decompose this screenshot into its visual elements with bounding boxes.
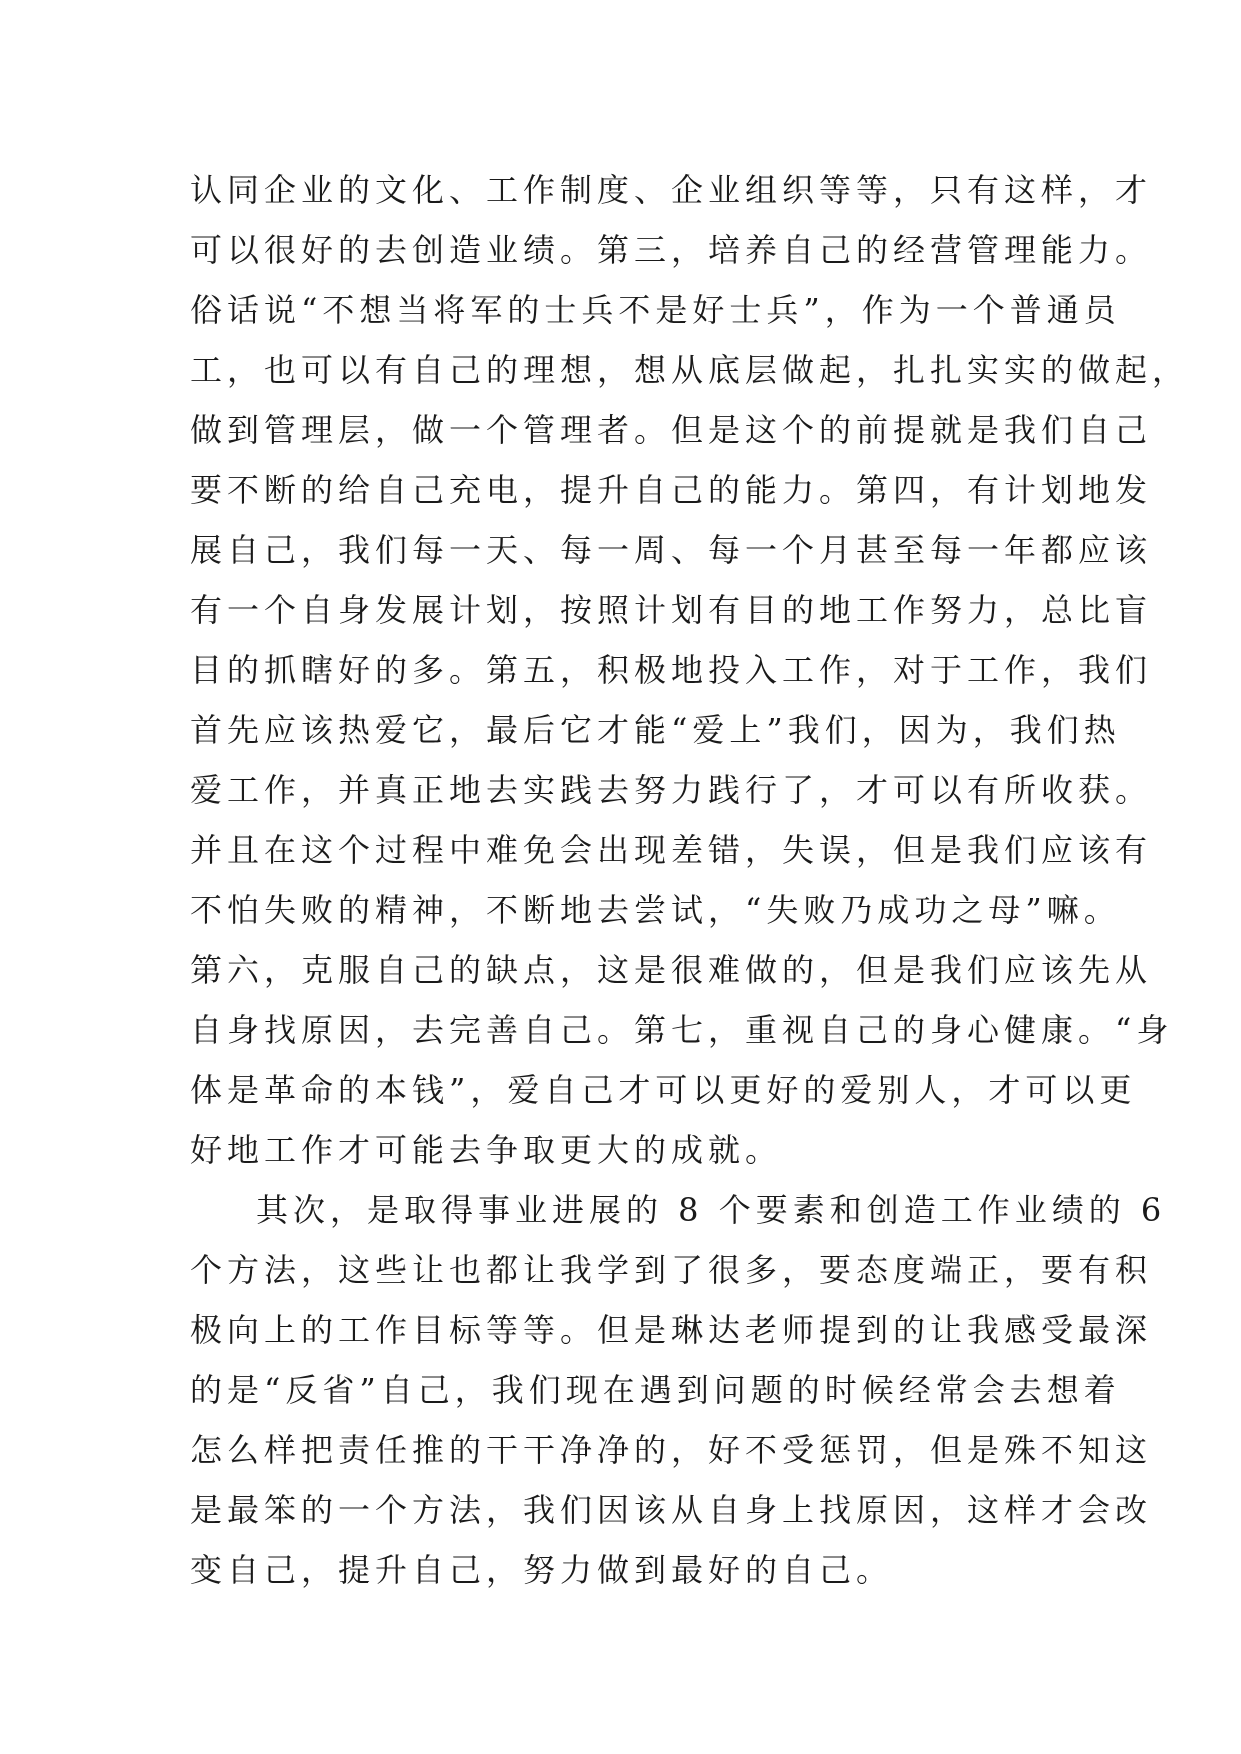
text-line: 体是革命的本钱”，爱自己才可以更好的爱别人，才可以更 xyxy=(190,1071,1137,1109)
text-line: 变自己，提升自己，努力做到最好的自己。 xyxy=(190,1551,894,1589)
text-line: 极向上的工作目标等等。但是琳达老师提到的让我感受最深 xyxy=(190,1311,1153,1349)
text-line: 认同企业的文化、工作制度、企业组织等等，只有这样，才 xyxy=(190,171,1153,209)
text-line: 工，也可以有自己的理想，想从底层做起，扎扎实实的做起， xyxy=(190,351,1190,389)
text-line: 首先应该热爱它，最后它才能“爱上”我们，因为，我们热 xyxy=(190,711,1121,749)
text-line: 做到管理层，做一个管理者。但是这个的前提就是我们自己 xyxy=(190,411,1153,449)
text-line: 好地工作才可能去争取更大的成就。 xyxy=(190,1131,783,1169)
text-line: 不怕失败的精神，不断地去尝试，“失败乃成功之母”嘛。 xyxy=(190,891,1121,929)
text-line: 可以很好的去创造业绩。第三，培养自己的经营管理能力。 xyxy=(190,231,1153,269)
text-line: 第六，克服自己的缺点，这是很难做的，但是我们应该先从 xyxy=(190,951,1153,989)
text-line: 展自己，我们每一天、每一周、每一个月甚至每一年都应该 xyxy=(190,531,1153,569)
body-text xyxy=(190,160,1190,1600)
text-line: 爱工作，并真正地去实践去努力践行了，才可以有所收获。 xyxy=(190,771,1153,809)
text-line: 是最笨的一个方法，我们因该从自身上找原因，这样才会改 xyxy=(190,1491,1153,1529)
text-line: 有一个自身发展计划，按照计划有目的地工作努力，总比盲 xyxy=(190,591,1153,629)
text-line: 并且在这个过程中难免会出现差错，失误，但是我们应该有 xyxy=(190,831,1153,869)
text-line: 的是“反省”自己，我们现在遇到问题的时候经常会去想着 xyxy=(190,1371,1121,1409)
text-line: 目的抓瞎好的多。第五，积极地投入工作，对于工作，我们 xyxy=(190,651,1153,689)
text-line: 怎么样把责任推的干干净净的，好不受惩罚，但是殊不知这 xyxy=(190,1431,1153,1469)
text-line: 自身找原因，去完善自己。第七，重视自己的身心健康。“身 xyxy=(190,1011,1174,1049)
paragraph-first-line: 其次，是取得事业进展的 8 个要素和创造工作业绩的 6 xyxy=(256,1191,1167,1229)
text-line: 要不断的给自己充电，提升自己的能力。第四，有计划地发 xyxy=(190,471,1153,509)
text-line: 个方法，这些让也都让我学到了很多，要态度端正，要有积 xyxy=(190,1251,1153,1289)
text-line: 俗话说“不想当将军的士兵不是好士兵”，作为一个普通员 xyxy=(190,291,1121,329)
